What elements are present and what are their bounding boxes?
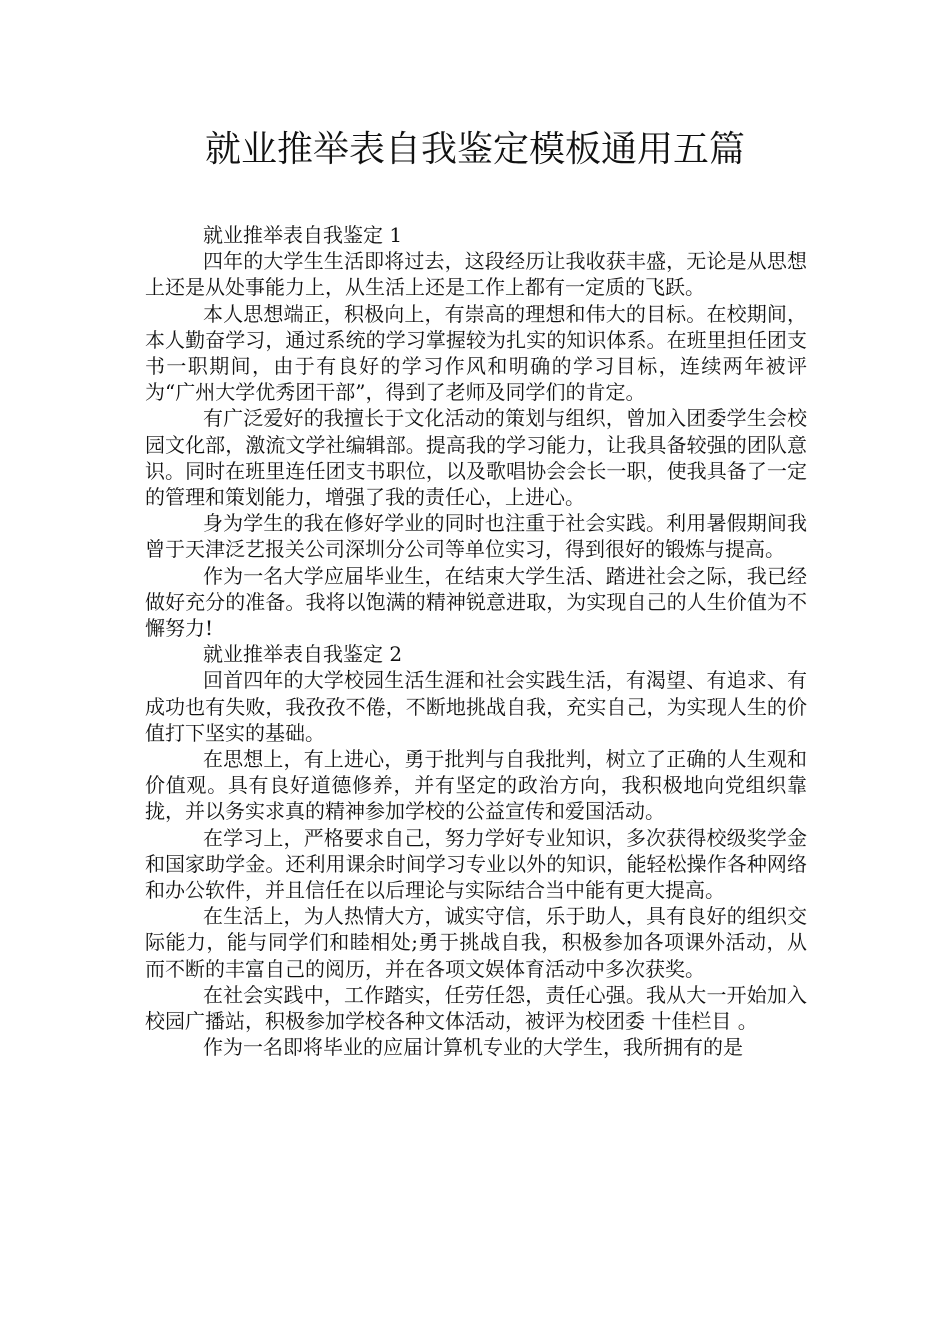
document-title: 就业推举表自我鉴定模板通用五篇 [204, 129, 745, 170]
paragraph: 在思想上，有上进心，勇于批判与自我批判，树立了正确的人生观和价值观。具有良好道德修养，并有坚定的政治方向，我积极地向党组织靠拢，并以务实求真的精神参加学校的公益宣传和爱国活动。 [145, 747, 807, 824]
section-heading: 就业推举表自我鉴定 2 [203, 642, 403, 667]
section-heading: 就业推举表自我鉴定 1 [203, 223, 403, 247]
paragraph: 在社会实践中，工作踏实，任劳任怨，责任心强。我从大一开始加入校园广播站，积极参加学校各种文体活动，被评为校团委 十佳栏目 。 [145, 982, 807, 1034]
paragraph: 在学习上，严格要求自己，努力学好专业知识，多次获得校级奖学金和国家助学金。还利用课余时间学习专业以外的知识，能轻松操作各种网络和办公软件，并且信任在以后理论与实际结合当中能有更大提高。 [145, 825, 807, 903]
document-body [145, 222, 807, 1061]
paragraph: 回首四年的大学校园生活生涯和社会实践生活，有渴望、有追求、有成功也有失败，我孜孜不倦，不断地挑战自我，充实自己，为实现人生的价值打下坚实的基础。 [145, 668, 807, 745]
paragraph: 四年的大学生生活即将过去，这段经历让我收获丰盛，无论是从思想上还是从处事能力上，从生活上还是工作上都有一定质的飞跃。 [145, 249, 807, 300]
paragraph: 有广泛爱好的我擅长于文化活动的策划与组织，曾加入团委学生会校园文化部，激流文学社编辑部。提高我的学习能力，让我具备较强的团队意识。同时在班里连任团支书职位，以及歌唱协会会长一职，使我具备了一定的管理和策划能力，增强了我的责任心，上进心。 [145, 406, 807, 510]
paragraph: 作为一名大学应届毕业生，在结束大学生活、踏进社会之际，我已经做好充分的准备。我将以饱满的精神锐意进取，为实现自己的人生价值为不懈努力! [145, 563, 807, 641]
paragraph: 身为学生的我在修好学业的同时也注重于社会实践。利用暑假期间我曾于天津泛艺报关公司深圳分公司等单位实习，得到很好的锻炼与提高。 [145, 511, 807, 562]
paragraph: 作为一名即将毕业的应届计算机专业的大学生，我所拥有的是 [203, 1035, 743, 1060]
paragraph: 在生活上，为人热情大方，诚实守信，乐于助人，具有良好的组织交际能力，能与同学们和睦相处;勇于挑战自我，积极参加各项课外活动，从而不断的丰富自己的阅历，并在各项文娱体育活动中多次获奖。 [145, 904, 807, 981]
paragraph: 本人思想端正，积极向上，有崇高的理想和伟大的目标。在校期间，本人勤奋学习，通过系统的学习掌握较为扎实的知识体系。在班里担任团支书一职期间，由于有良好的学习作风和明确的学习目标，连续两年被评为“广州大学优秀团干部”，得到了老师及同学们的肯定。 [145, 301, 807, 405]
